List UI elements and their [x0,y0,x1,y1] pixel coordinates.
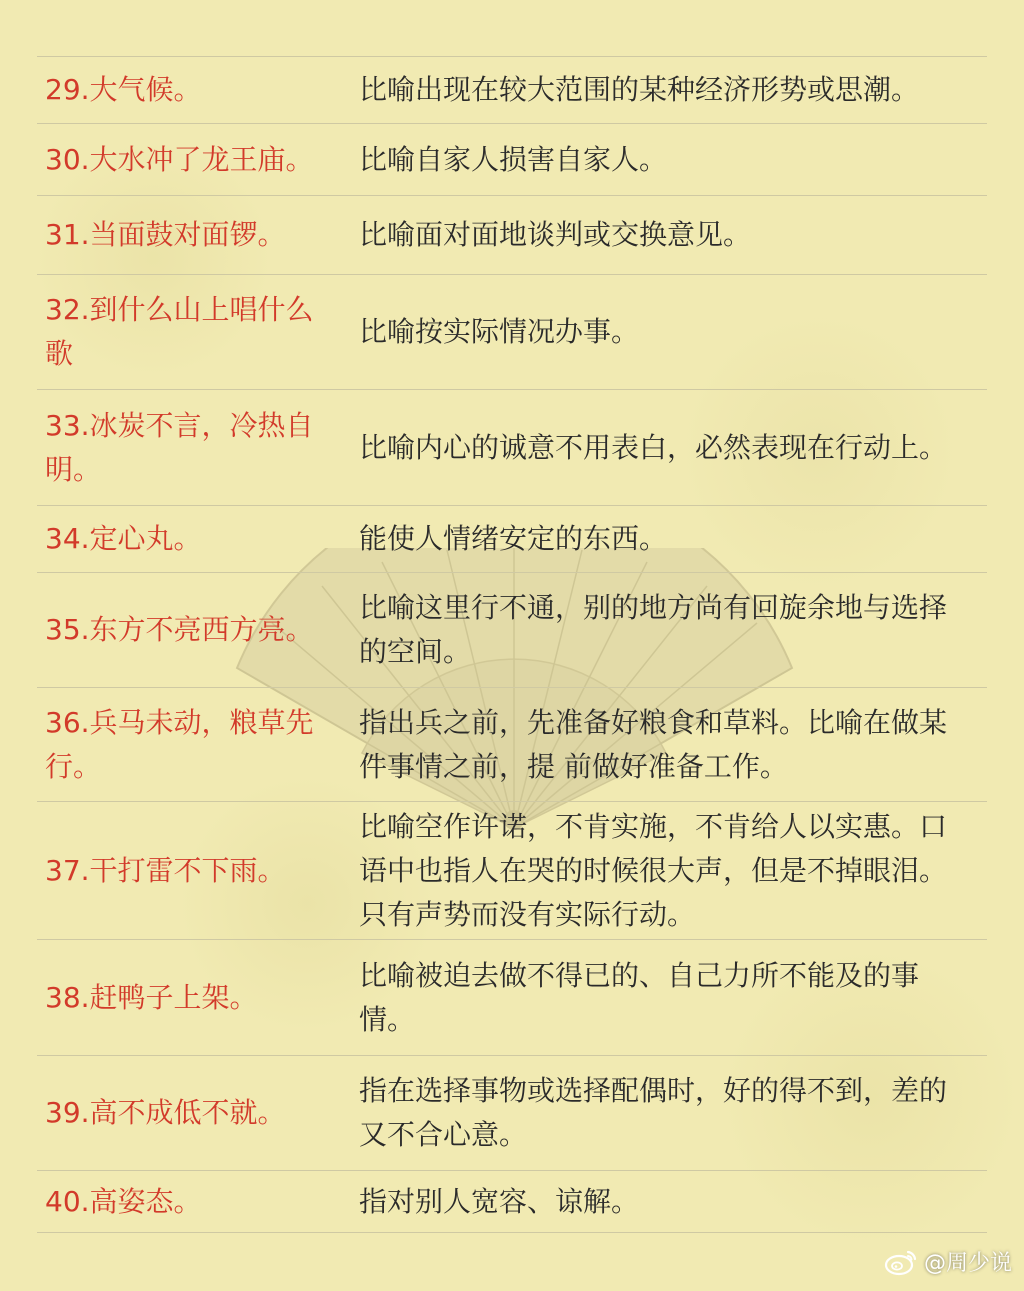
idiom-text: 35.东方不亮西方亮。 [45,613,314,646]
idiom-text: 38.赶鸭子上架。 [45,980,258,1014]
table-row [37,195,987,274]
idiom-text: 29.大气候。 [45,73,202,106]
table-row [37,801,987,939]
table-row [37,1055,987,1170]
watermark [884,1246,1012,1277]
meaning-text: 比喻空作许诺，不肯实施，不肯给人以实惠。口语中也指人在哭的时候很大声，但是不掉眼泪。只有声势而没有实际行动。 [359,809,948,931]
idiom-text: 37.干打雷不下雨。 [45,853,286,887]
idiom-text: 36.兵马未动，粮草先行。 [45,705,314,783]
idiom-table [37,56,987,1233]
meaning-text: 比喻面对面地谈判或交换意见。 [359,218,752,251]
meaning-text: 比喻自家人损害自家人。 [359,142,668,176]
table-row [37,572,987,687]
meaning-text: 指在选择事物或选择配偶时，好的得不到，差的又不合心意。 [359,1074,948,1151]
meaning-text: 指出兵之前，先准备好粮食和草料。比喻在做某件事情之前，提 前做好准备工作。 [359,705,948,783]
table-row [37,939,987,1055]
idiom-text: 40.高姿态。 [45,1184,202,1218]
idiom-text: 30.大水冲了龙王庙。 [45,142,314,176]
idiom-text: 39.高不成低不就。 [45,1096,286,1129]
meaning-text: 比喻被迫去做不得已的、自己力所不能及的事情。 [359,958,920,1036]
meaning-text: 比喻内心的诚意不用表白，必然表现在行动上。 [359,430,948,464]
weibo-icon [884,1248,918,1276]
idiom-text: 33.冰炭不言，冷热自明。 [45,408,314,486]
meaning-text: 比喻出现在较大范围的某种经济形势或思潮。 [359,73,920,106]
table-row [37,123,987,195]
table-row [37,505,987,572]
meaning-text: 指对别人宽容、谅解。 [359,1184,640,1218]
watermark-text: @周少说 [923,1251,1012,1276]
table-row [37,274,987,389]
table-row [37,687,987,801]
table-row [37,56,987,123]
idiom-text: 31.当面鼓对面锣。 [45,218,286,251]
meaning-text: 比喻按实际情况办事。 [359,315,640,348]
meaning-text: 比喻这里行不通，别的地方尚有回旋余地与选择的空间。 [359,591,948,668]
table-row [37,1170,987,1233]
idiom-text: 32.到什么山上唱什么歌 [45,293,314,370]
meaning-text: 能使人情绪安定的东西。 [359,522,668,555]
table-row [37,389,987,505]
idiom-text: 34.定心丸。 [45,522,202,555]
